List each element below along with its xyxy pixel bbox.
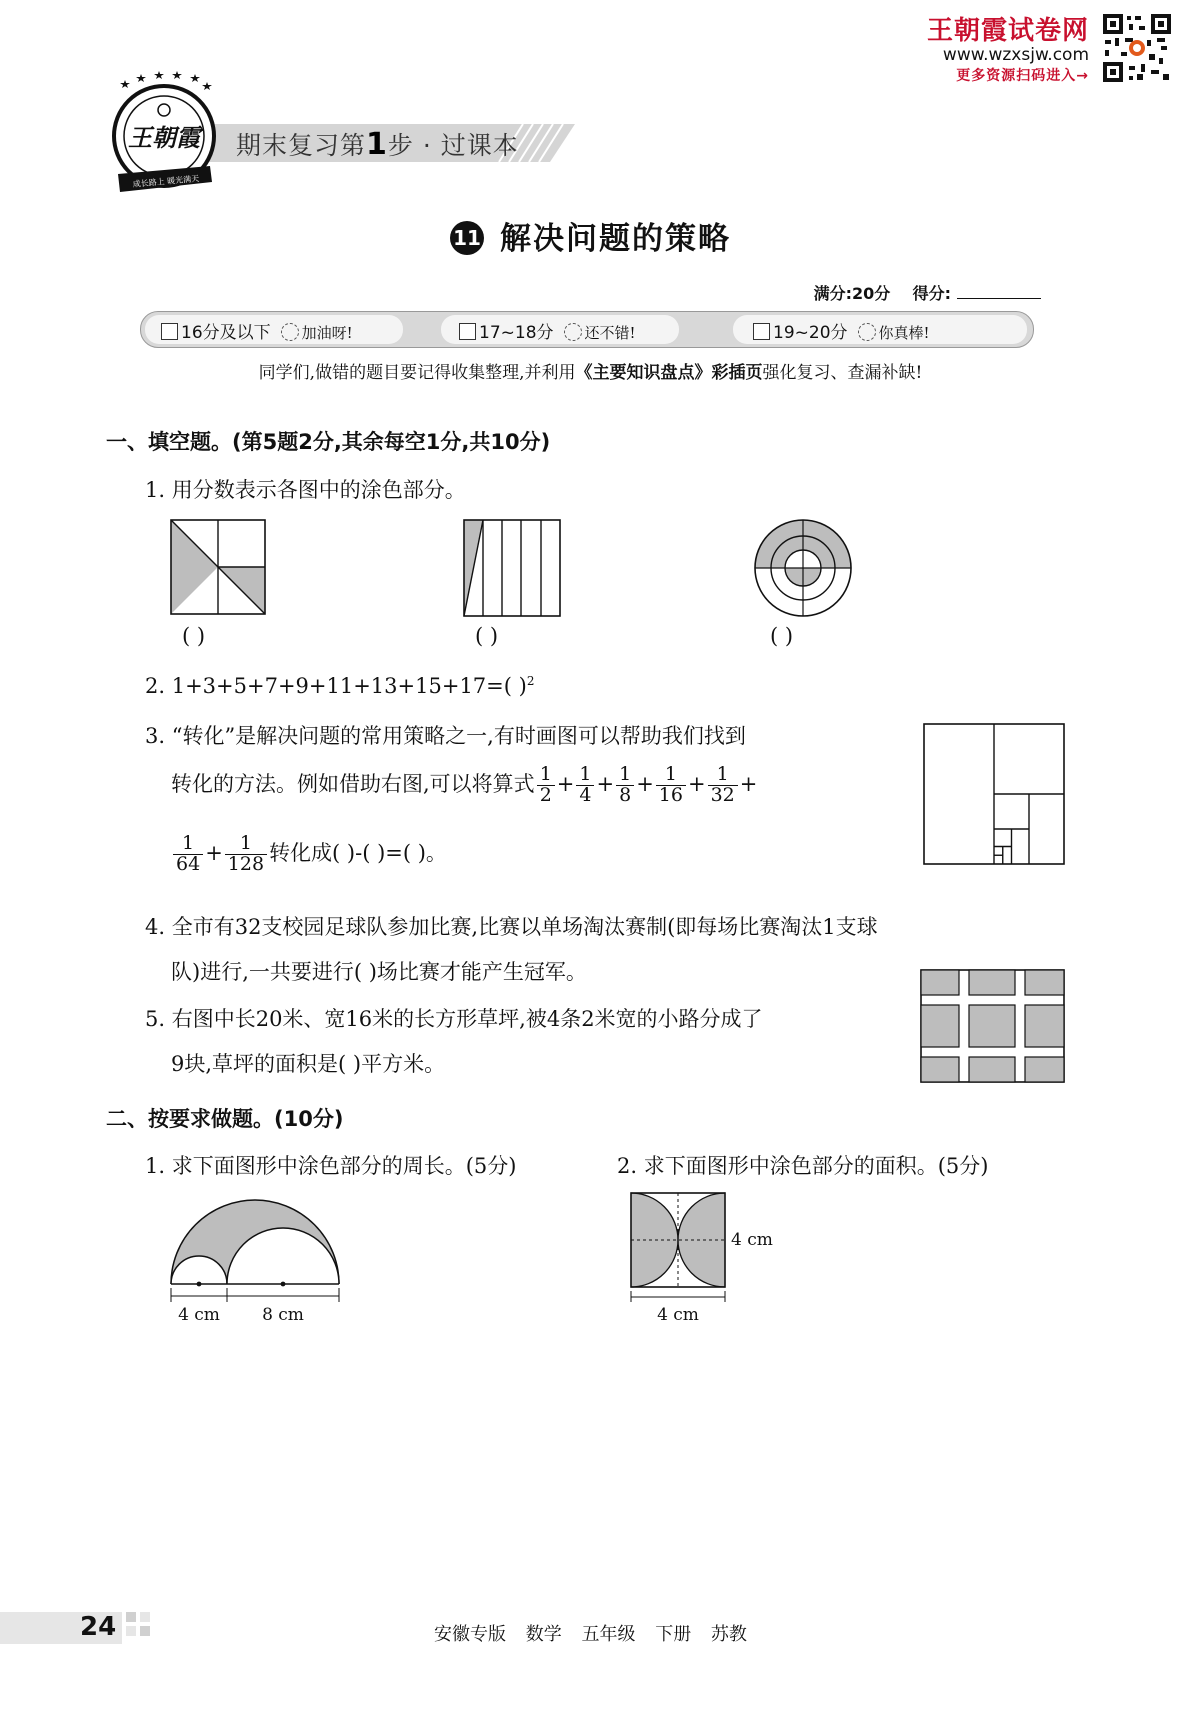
footer-info: 安徽专版 数学 五年级 下册 苏教 bbox=[434, 1624, 747, 1645]
logo-text: 王朝霞 bbox=[128, 123, 200, 152]
grade-encourage: 加油呀! bbox=[301, 324, 353, 342]
title-number: 11 bbox=[450, 221, 484, 255]
frac-quarter: $\frac{1}{4}$ bbox=[576, 765, 594, 806]
grade-encourage: 你真棒! bbox=[878, 324, 930, 342]
question-2-1: 1. 求下面图形中涂色部分的周长。(5分) bbox=[145, 1154, 517, 1178]
tip-post: 强化复习、查漏补缺! bbox=[762, 363, 923, 383]
grade-range: 17~18分 bbox=[479, 323, 554, 343]
got-score-label: 得分: bbox=[912, 284, 951, 303]
q3-tail[interactable]: 转化成( )-( )=( )。 bbox=[269, 840, 447, 865]
question-1-1: 1. 用分数表示各图中的涂色部分。 bbox=[145, 478, 466, 502]
fig1-label-8cm: 8 cm bbox=[262, 1305, 304, 1325]
question-1-4-line1: 4. 全市有32支校园足球队参加比赛,比赛以单场淘汰赛制(即每场比赛淘汰1支球 bbox=[145, 915, 878, 939]
grade-encourage: 还不错! bbox=[584, 324, 636, 342]
fig2-label-bottom: 4 cm bbox=[657, 1305, 699, 1325]
frac-eighth: $\frac{1}{8}$ bbox=[616, 765, 634, 806]
q2-sup: 2 bbox=[526, 674, 535, 688]
brand-url[interactable]: www.wzxsjw.com bbox=[942, 45, 1089, 65]
checkbox[interactable] bbox=[161, 323, 178, 340]
grade-option-3[interactable] bbox=[753, 318, 930, 343]
smile-face-icon bbox=[564, 323, 582, 341]
figure-lawn-paths bbox=[921, 970, 1064, 1082]
figure-semicircles bbox=[170, 1198, 340, 1328]
figure-concentric-circles bbox=[754, 519, 852, 617]
study-tip bbox=[0, 358, 1181, 383]
grade-bar bbox=[140, 311, 1034, 348]
answer-blank-1a[interactable]: ( ) bbox=[182, 624, 206, 648]
answer-blank-1c[interactable]: ( ) bbox=[770, 624, 794, 648]
figure-square-triangles bbox=[171, 520, 265, 614]
title-text: 解决问题的策略 bbox=[500, 221, 731, 257]
question-1-5-line1: 5. 右图中长20米、宽16米的长方形草坪,被4条2米宽的小路分成了 bbox=[145, 1007, 763, 1031]
full-score: 满分:20分 bbox=[813, 284, 891, 303]
frac-128th: $\frac{1}{128}$ bbox=[225, 834, 267, 875]
grade-option-1[interactable] bbox=[161, 318, 353, 343]
frac-thirtysecond: $\frac{1}{32}$ bbox=[708, 765, 738, 806]
question-1-3-line3: $\frac{1}{64}$ + $\frac{1}{128}$ 转化成( )-( )=( )。 bbox=[171, 834, 447, 875]
frac-half: $\frac{1}{2}$ bbox=[537, 765, 555, 806]
tip-pre: 同学们,做错的题目要记得收集整理,并利用 bbox=[258, 363, 576, 383]
question-2-2: 2. 求下面图形中涂色部分的面积。(5分) bbox=[617, 1154, 989, 1178]
checkbox[interactable] bbox=[753, 323, 770, 340]
question-1-3-line1: 3. “转化”是解决问题的常用策略之一,有时画图可以帮助我们找到 bbox=[145, 724, 746, 748]
grade-range: 19~20分 bbox=[773, 323, 848, 343]
section-1-title: 一、填空题。(第5题2分,其余每空1分,共10分) bbox=[106, 430, 551, 454]
banner-step-number: 1 bbox=[366, 127, 388, 162]
banner-post: 步 · 过课本 bbox=[387, 131, 519, 160]
qr-code-icon[interactable] bbox=[1101, 12, 1173, 84]
answer-blank-1b[interactable]: ( ) bbox=[475, 624, 499, 648]
brand-name: 王朝霞试卷网 bbox=[926, 16, 1089, 46]
brand-more: 更多资源扫码进入→ bbox=[956, 68, 1089, 84]
checkbox[interactable] bbox=[459, 323, 476, 340]
question-1-2 bbox=[145, 674, 534, 698]
figure-square-strips bbox=[464, 520, 560, 616]
fig2-label-right: 4 cm bbox=[731, 1230, 773, 1250]
frac-sixteenth: $\frac{1}{16}$ bbox=[656, 765, 686, 806]
question-1-5-line2: 9块,草坪的面积是( )平方米。 bbox=[171, 1052, 446, 1076]
q2-text: 2. 1+3+5+7+9+11+13+15+17=( ) bbox=[145, 674, 527, 698]
banner-title bbox=[236, 126, 519, 162]
got-score-blank[interactable] bbox=[957, 298, 1041, 299]
banner-pre: 期末复习第 bbox=[236, 131, 367, 160]
smile-face-icon bbox=[858, 323, 876, 341]
score-line bbox=[814, 281, 1041, 304]
brand-block bbox=[927, 10, 1089, 85]
tip-book: 《主要知识盘点》彩插页 bbox=[575, 363, 763, 383]
question-1-4-line2: 队)进行,一共要进行( )场比赛才能产生冠军。 bbox=[171, 960, 587, 984]
figure-halving-squares bbox=[924, 724, 1064, 864]
logo-seal-icon bbox=[104, 74, 224, 206]
section-2-title: 二、按要求做题。(10分) bbox=[106, 1107, 344, 1131]
smile-face-icon bbox=[281, 323, 299, 341]
fig1-label-4cm: 4 cm bbox=[178, 1305, 220, 1325]
page-number: 24 bbox=[80, 1612, 117, 1642]
logo-motto: 成长路上 暖光满天 bbox=[132, 174, 200, 189]
page-title bbox=[0, 213, 1181, 258]
grade-range: 16分及以下 bbox=[181, 323, 271, 343]
publisher-logo bbox=[104, 74, 224, 206]
question-1-3-line2: 转化的方法。例如借助右图,可以将算式 $\frac{1}{2}$ + $\frac{1}{4}$ + $\frac{1}{8}$ + $\frac{1}{16}$ + $\frac{1}{32}$ + bbox=[171, 763, 758, 806]
figure-square-quarter-circles bbox=[630, 1192, 790, 1325]
grade-option-2[interactable] bbox=[459, 318, 636, 343]
frac-sixtyfourth: $\frac{1}{64}$ bbox=[173, 834, 203, 875]
q3-line2-text: 转化的方法。例如借助右图,可以将算式 bbox=[171, 771, 535, 796]
